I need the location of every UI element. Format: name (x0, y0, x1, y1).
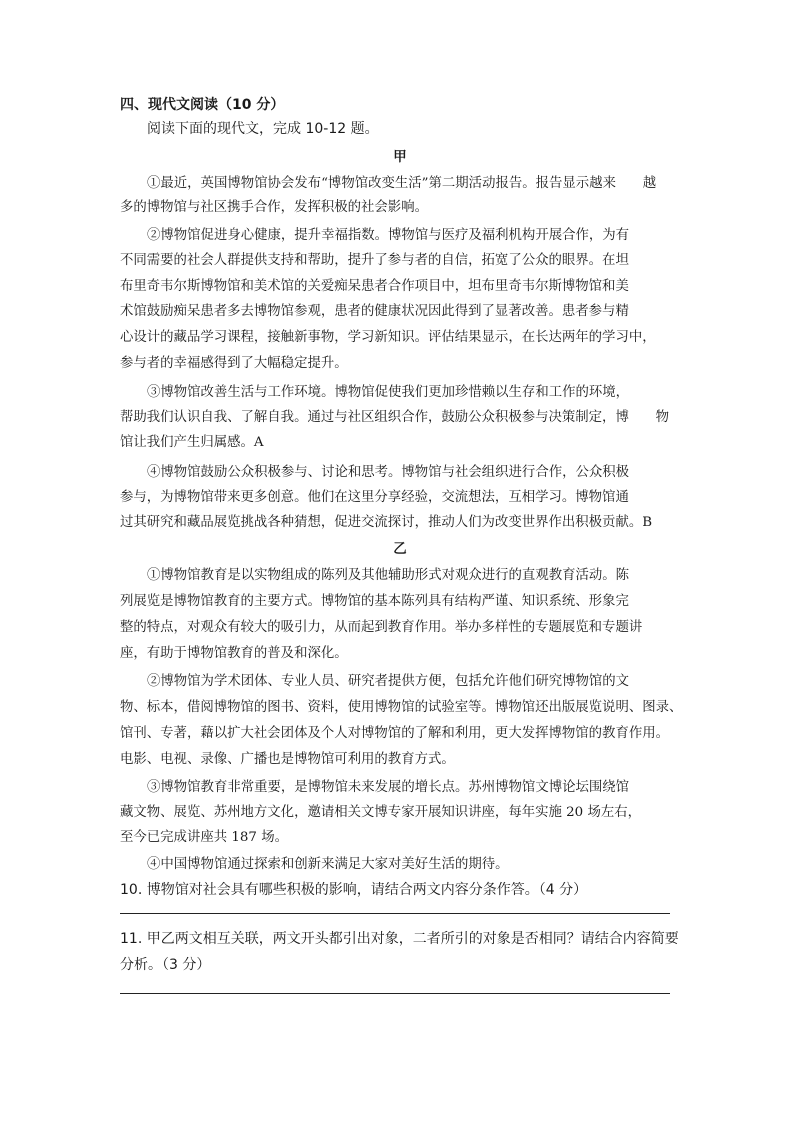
text-b-line: 至今已完成讲座共 187 场。 (120, 830, 288, 845)
text-b-line: 座，有助于博物馆教育的普及和深化。 (120, 646, 348, 661)
text-a-line: 布里奇韦尔斯博物馆和美术馆的关爱痴呆患者合作项目中，坦布里奇韦尔斯博物馆和美 (120, 279, 629, 294)
text-b-line: ③博物馆教育非常重要，是博物馆未来发展的增长点。苏州博物馆文博论坛围绕馆 (147, 780, 630, 795)
text-b-line: ②博物馆为学术团体、专业人员、研究者提供方便，包括允许他们研究博物馆的文 (147, 674, 630, 689)
text-a-line: ③博物馆改善生活与工作环境。博物馆促使我们更加珍惜赖以生存和工作的环境， (147, 385, 630, 400)
question-10: 10. 博物馆对社会具有哪些积极的影响，请结合两文内容分条作答。（4 分） (120, 882, 588, 898)
text-a-line: 术馆鼓励痴呆患者多去博物馆参观，患者的健康状况因此得到了显著改善。患者参与精 (120, 304, 629, 319)
text-a-line: 参与者的幸福感得到了大幅稳定提升。 (120, 356, 348, 371)
text-a-line: 馆让我们产生归属感。A (120, 435, 264, 450)
question-11-continued: 分析。（3 分） (120, 957, 211, 973)
text-a-line: ④博物馆鼓励公众积极参与、讨论和思考。博物馆与社会组织进行合作，公众积极 (147, 465, 630, 480)
text-a-line: 多的博物馆与社区携手合作，发挥积极的社会影响。 (120, 200, 428, 215)
text-a-line: 心设计的藏品学习课程，接触新事物，学习新知识。评估结果显示，在长达两年的学习中， (120, 330, 656, 345)
text-b-line: 馆刊、专著，藉以扩大社会团体及个人对博物馆的了解和利用，更大发挥博物馆的教育作用。 (120, 726, 670, 741)
text-b-line: 整的特点，对观众有较大的吸引力，从而起到教育作用。举办多样性的专题展览和专题讲 (120, 620, 643, 635)
text-b-line: 物、标本，借阅博物馆的图书、资料，使用博物馆的试验室等。博物馆还出版展览说明、图录、 (120, 700, 683, 715)
question-11: 11. 甲乙两文相互关联，两文开头都引出对象，二者所引的对象是否相同？请结合内容简要 (120, 931, 679, 947)
text-b-line: ④中国博物馆通过探索和创新来满足大家对美好生活的期待。 (147, 857, 509, 872)
text-a-line: ②博物馆促进身心健康，提升幸福指数。博物馆与医疗及福利机构开展合作，为有 (147, 228, 630, 243)
answer-line[interactable] (120, 913, 670, 914)
answer-line[interactable] (120, 993, 670, 994)
text-a-line: 过其研究和藏品展览挑战各种猜想，促进交流探讨，推动人们为改变世界作出积极贡献。B (120, 515, 653, 530)
text-a-line: 不同需要的社会人群提供支持和帮助，提升了参与者的自信，拓宽了公众的眼界。在坦 (120, 253, 629, 268)
text-b-line: 列展览是博物馆教育的主要方式。博物馆的基本陈列具有结构严谨、知识系统、形象完 (120, 594, 629, 609)
text-a-line: 参与，为博物馆带来更多创意。他们在这里分享经验，交流想法，互相学习。博物馆通 (120, 490, 629, 505)
text-a-line: ①最近，英国博物馆协会发布“博物馆改变生活”第二期活动报告。报告显示越来 越 (147, 176, 657, 191)
text-a-heading: 甲 (393, 149, 407, 165)
text-b-line: ①博物馆教育是以实物组成的陈列及其他辅助形式对观众进行的直观教育活动。陈 (147, 568, 630, 583)
section-title: 四、现代文阅读（10 分） (120, 97, 285, 113)
section-instruction: 阅读下面的现代文，完成 10-12 题。 (147, 121, 379, 137)
text-b-heading: 乙 (393, 541, 407, 557)
text-b-line: 藏文物、展览、苏州地方文化，邀请相关文博专家开展知识讲座，每年实施 20 场左右， (120, 805, 642, 820)
text-a-line: 帮助我们认识自我、了解自我。通过与社区组织合作，鼓励公众积极参与决策制定，博 物 (120, 410, 670, 425)
text-b-line: 电影、电视、录像、广播也是博物馆可利用的教育方式。 (120, 752, 455, 767)
